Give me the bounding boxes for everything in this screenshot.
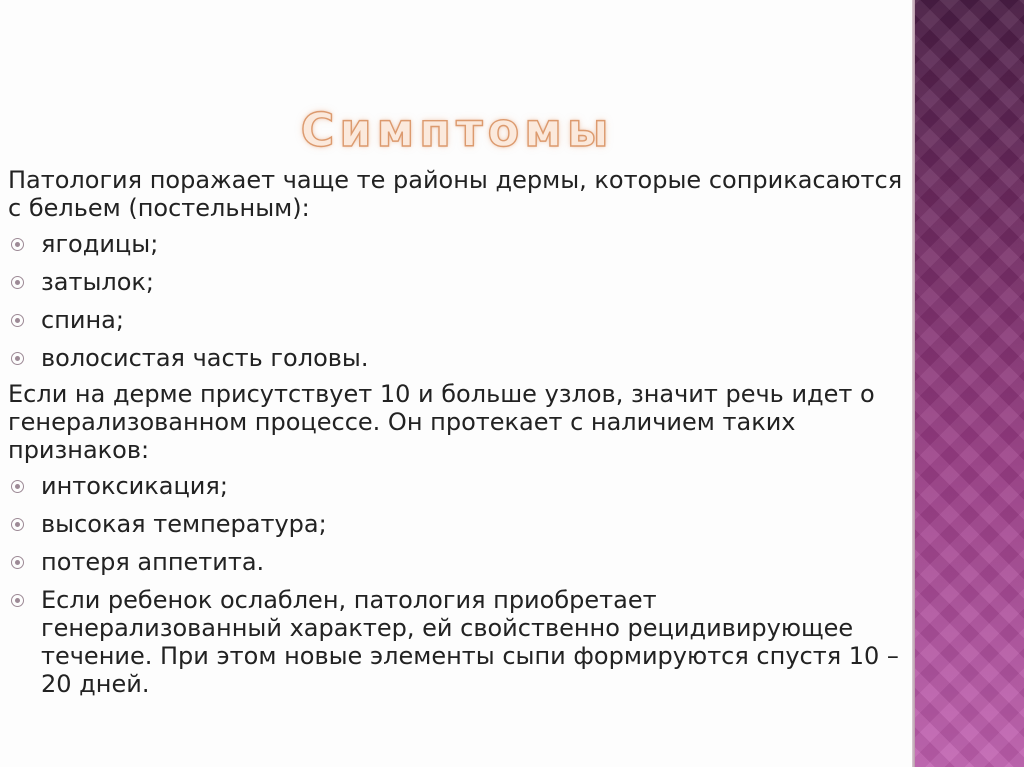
list-item: [8, 268, 903, 296]
list-item: [8, 548, 903, 576]
list-item-text: спина;: [41, 306, 124, 334]
generalized-paragraph: Если на дерме присутствует 10 и больше узлов, значит речь идет о генерализованном процессе. Он протекает с наличием таких признаков:: [8, 380, 875, 464]
affected-areas-list: [8, 230, 903, 372]
list-item: [8, 230, 903, 258]
intro-paragraph: Патология поражает чаще те районы дермы, которые соприкасаются с бельем (постельным):: [8, 166, 903, 222]
slide-body: [8, 166, 903, 698]
circle-bullet-icon: [11, 518, 24, 531]
decorative-side-panel: [915, 0, 1024, 767]
list-item-text: Если ребенок ослаблен, патология приобретает генерализованный характер, ей свойственно рецидивирующее течение. При этом новые элементы сыпи формируются спустя 10 – 20 дней.: [41, 586, 899, 698]
circle-bullet-icon: [11, 276, 24, 289]
list-item: [8, 344, 903, 372]
circle-bullet-icon: [11, 480, 24, 493]
list-item: [8, 586, 903, 698]
list-item-text: ягодицы;: [41, 230, 159, 258]
list-item-text: высокая температура;: [41, 510, 327, 538]
list-item-text: волосистая часть головы.: [41, 344, 369, 372]
list-item: [8, 510, 903, 538]
list-item-text: потеря аппетита.: [41, 548, 265, 576]
circle-bullet-icon: [11, 314, 24, 327]
circle-bullet-icon: [11, 556, 24, 569]
list-item-text: затылок;: [41, 268, 155, 296]
list-item: [8, 472, 903, 500]
circle-bullet-icon: [11, 352, 24, 365]
signs-list: [8, 472, 903, 698]
slide-title: Симптомы: [300, 103, 614, 157]
list-item-text: интоксикация;: [41, 472, 228, 500]
list-item: [8, 306, 903, 334]
circle-bullet-icon: [11, 594, 24, 607]
circle-bullet-icon: [11, 238, 24, 251]
